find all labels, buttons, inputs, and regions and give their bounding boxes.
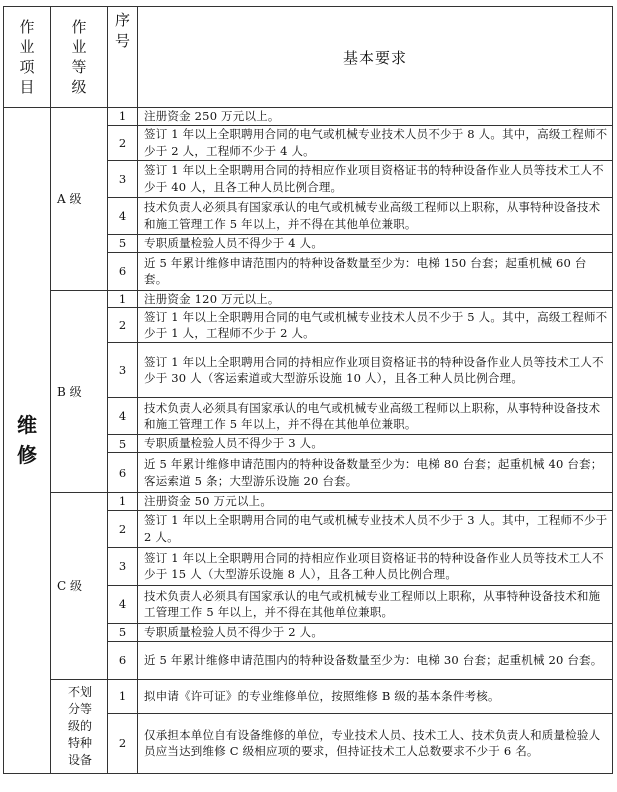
table-row — [4, 290, 613, 308]
header-grade-char: 等 — [71, 58, 87, 76]
requirement-text: 签订 1 年以上全职聘用合同的持相应作业项目资格证书的特种设备作业人员等技术工人不少于 30 人（客运索道或大型游乐设施 10 人），且各工种人员比例合理。 — [138, 343, 613, 398]
row-number: 3 — [108, 343, 138, 398]
requirement-text: 注册资金 50 万元以上。 — [138, 493, 613, 511]
grade-cell: B 级 — [51, 290, 108, 493]
header-grade-char: 业 — [71, 38, 87, 56]
requirement-text: 仅承担本单位自有设备维修的单位，专业技术人员、技术工人、技术负责人和质量检验人员应当达到维修 C 级相应项的要求，但持证技术工人总数要求不少于 6 名。 — [138, 713, 613, 773]
table-row — [4, 679, 613, 713]
requirement-text: 签订 1 年以上全职聘用合同的电气或机械专业技术人员不少于 8 人。其中，高级工程师不少于 2 人，工程师不少于 4 人。 — [138, 125, 613, 160]
requirements-table — [3, 6, 613, 774]
requirement-text: 近 5 年累计维修申请范围内的特种设备数量至少为：电梯 150 台套；起重机械 60 台套。 — [138, 252, 613, 290]
row-number: 2 — [108, 713, 138, 773]
row-number: 6 — [108, 641, 138, 679]
header-grade-char: 作 — [71, 18, 87, 36]
grade-cell: C 级 — [51, 493, 108, 680]
header-row — [4, 7, 613, 108]
grade-cell: A 级 — [51, 108, 108, 291]
grade-cell — [51, 679, 108, 773]
header-seq-char: 序 — [114, 11, 130, 29]
category-char: 维 — [17, 413, 37, 438]
grade-line: 级的 — [67, 718, 92, 733]
row-number: 2 — [108, 510, 138, 547]
requirement-text: 近 5 年累计维修申请范围内的特种设备数量至少为：电梯 30 台套；起重机械 20 台套。 — [138, 641, 613, 679]
row-number: 1 — [108, 108, 138, 126]
requirement-text: 技术负责人必须具有国家承认的电气或机械专业工程师以上职称，从事特种设备技术和施工管理工作 5 年以上，并不得在其他单位兼职。 — [138, 585, 613, 623]
header-item — [4, 7, 51, 108]
requirement-text: 注册资金 250 万元以上。 — [138, 108, 613, 126]
table-row — [4, 493, 613, 511]
requirement-text: 签订 1 年以上全职聘用合同的持相应作业项目资格证书的特种设备作业人员等技术工人不少于 15 人（大型游乐设施 8 人），且各工种人员比例合理。 — [138, 547, 613, 585]
requirement-text: 技术负责人必须具有国家承认的电气或机械专业高级工程师以上职称，从事特种设备技术和施工管理工作 5 年以上，并不得在其他单位兼职。 — [138, 197, 613, 234]
grade-line: 特种 — [67, 735, 92, 750]
row-number: 2 — [108, 125, 138, 160]
row-number: 3 — [108, 160, 138, 197]
requirement-text: 近 5 年累计维修申请范围内的特种设备数量至少为：电梯 80 台套；起重机械 40 台套；客运索道 5 条；大型游乐设施 20 台套。 — [138, 453, 613, 493]
header-grade — [51, 7, 108, 108]
grade-line: 分等 — [67, 701, 92, 716]
header-item-char: 作 — [19, 18, 35, 36]
requirement-text: 签订 1 年以上全职聘用合同的电气或机械专业技术人员不少于 5 人。其中，高级工程师不少于 1 人，工程师不少于 2 人。 — [138, 308, 613, 343]
row-number: 5 — [108, 435, 138, 453]
row-number: 6 — [108, 252, 138, 290]
header-grade-char: 级 — [71, 78, 87, 96]
requirement-text: 签订 1 年以上全职聘用合同的持相应作业项目资格证书的特种设备作业人员等技术工人不少于 40 人，且各工种人员比例合理。 — [138, 160, 613, 197]
row-number: 6 — [108, 453, 138, 493]
row-number: 4 — [108, 398, 138, 435]
row-number: 1 — [108, 679, 138, 713]
row-number: 5 — [108, 234, 138, 252]
category-char: 修 — [17, 443, 37, 468]
requirement-text: 拟申请《许可证》的专业维修单位，按照维修 B 级的基本条件考核。 — [138, 679, 613, 713]
header-item-char: 项 — [19, 58, 35, 76]
grade-line: 不划 — [67, 684, 92, 699]
row-number: 1 — [108, 290, 138, 308]
row-number: 2 — [108, 308, 138, 343]
header-seq-char: 号 — [114, 32, 130, 50]
row-number: 4 — [108, 585, 138, 623]
row-number: 4 — [108, 197, 138, 234]
requirement-text: 技术负责人必须具有国家承认的电气或机械专业高级工程师以上职称，从事特种设备技术和施工管理工作 5 年以上，并不得在其他单位兼职。 — [138, 398, 613, 435]
requirement-text: 签订 1 年以上全职聘用合同的电气或机械专业技术人员不少于 3 人。其中，工程师不少于 2 人。 — [138, 510, 613, 547]
requirement-text: 专职质量检验人员不得少于 2 人。 — [138, 623, 613, 641]
header-seq — [108, 7, 138, 108]
table-row — [4, 108, 613, 126]
header-item-char: 业 — [19, 38, 35, 56]
header-requirements: 基本要求 — [138, 7, 613, 108]
requirement-text: 专职质量检验人员不得少于 3 人。 — [138, 435, 613, 453]
category-cell — [4, 108, 51, 774]
requirement-text: 注册资金 120 万元以上。 — [138, 290, 613, 308]
row-number: 5 — [108, 623, 138, 641]
requirement-text: 专职质量检验人员不得少于 4 人。 — [138, 234, 613, 252]
grade-line: 设备 — [67, 752, 92, 767]
header-item-char: 目 — [19, 78, 35, 96]
row-number: 3 — [108, 547, 138, 585]
row-number: 1 — [108, 493, 138, 511]
